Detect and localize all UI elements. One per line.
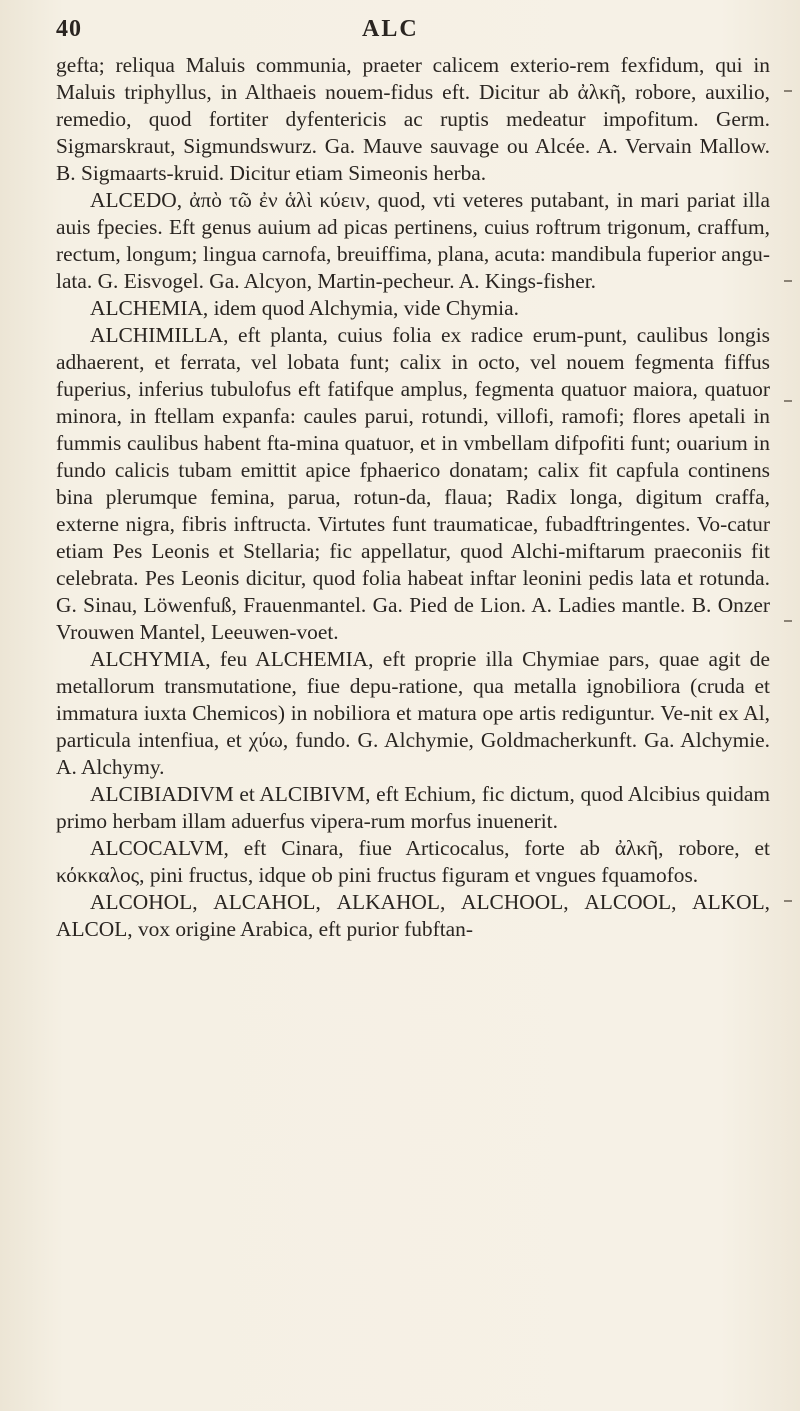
margin-mark [784,620,792,622]
margin-marks [778,80,792,1280]
margin-mark [784,90,792,92]
entry-alchimilla: ALCHIMILLA, eft planta, cuius folia ex radice erum-punt, caulibus longis adhaerent, et ferrata, vel lobata funt; calix in octo, vel nouem fegmenta fiffus fuperius, inferius tubulofus eft fatifque amplus, fegmenta quatuor maiora, quatuor minora, in ftellam expanfa: caules parui, rotundi, villofi, ramofi; flores apetali in fummis caulibus habent fta-mina quatuor, et in vmbellam difpofiti funt; ouarium in fundo calicis tubam emittit apice fphaerico donatam; calix fit capfula continens bina plerumque femina, parua, rotun-da, flaua; Radix longa, digitum craffa, externe nigra, fibris inftructa. Virtutes funt traumaticae, fubadftringentes. Vo-catur etiam Pes Leonis et Stellaria; fic appellatur, quod Alchi-miftarum praeconiis fit celebrata. Pes Leonis dicitur, quod folia habeat inftar leonini pedis lata et rotunda. G. Sinau, Löwenfuß, Frauenmantel. Ga. Pied de Lion. A. Ladies mantle. B. Onzer Vrouwen Mantel, Leeuwen-voet. [56,323,770,644]
margin-mark [784,280,792,282]
entry-alcohol: ALCOHOL, ALCAHOL, ALKAHOL, ALCHOOL, ALCOOL, ALKOL, ALCOL, vox origine Arabica, eft purior fubftan- [56,890,770,941]
page-number: 40 [56,16,82,42]
dictionary-text [56,52,770,943]
margin-mark [784,400,792,402]
entry-alchemia: ALCHEMIA, idem quod Alchymia, vide Chymia. [90,296,519,320]
entry-alchymia: ALCHYMIA, feu ALCHEMIA, eft proprie illa Chymiae pars, quae agit de metallorum transmutatione, fiue depu-ratione, qua metalla ignobiliora (cruda et immatura iuxta Chemicos) in nobiliora et matura ope artis rediguntur. Ve-nit ex Al, particula intenfiua, et χύω, fundo. G. Alchymie, Goldmacherkunft. Ga. Alchymie. A. Alchymy. [56,647,770,779]
entry-alcocalum: ALCOCALVM, eft Cinara, fiue Articocalus, forte ab ἀλκῆ, robore, et κόκκαλος, pini fructus, idque ob pini fructus figuram et vngues fquamofos. [56,836,770,887]
margin-mark [784,900,792,902]
entry-alcibiadium: ALCIBIADIVM et ALCIBIVM, eft Echium, fic dictum, quod Alcibius quidam primo herbam illam aduerfus vipera-rum morfus inuenerit. [56,782,770,833]
entry-alcedo: ALCEDO, ἀπὸ τῶ ἐν ἁλὶ κύειν, quod, vti veteres putabant, in mari pariat illa auis fpecies. Eft genus auium ad picas pertinens, cuius roftrum trigonum, craffum, rectum, longum; lingua carnofa, breuiffima, plana, acuta: mandibula fuperior angu-lata. G. Eisvogel. Ga. Alcyon, Martin-pecheur. A. Kings-fisher. [56,188,770,293]
running-head: ALC [362,16,419,42]
paragraph-malva-continued: gefta; reliqua Maluis communia, praeter calicem exterio-rem fexfidum, qui in Maluis triphyllus, in Althaeis nouem-fidus eft. Dicitur ab ἀλκῆ, robore, auxilio, remedio, quod fortiter dyfentericis ac ruptis medeatur impofitum. Germ. Sigmarskraut, Sigmundswurz. Ga. Mauve sauvage ou Alcée. A. Vervain Mallow. B. Sigmaarts-kruid. Dicitur etiam Simeonis herba. [56,53,770,185]
page-header [40,16,760,48]
